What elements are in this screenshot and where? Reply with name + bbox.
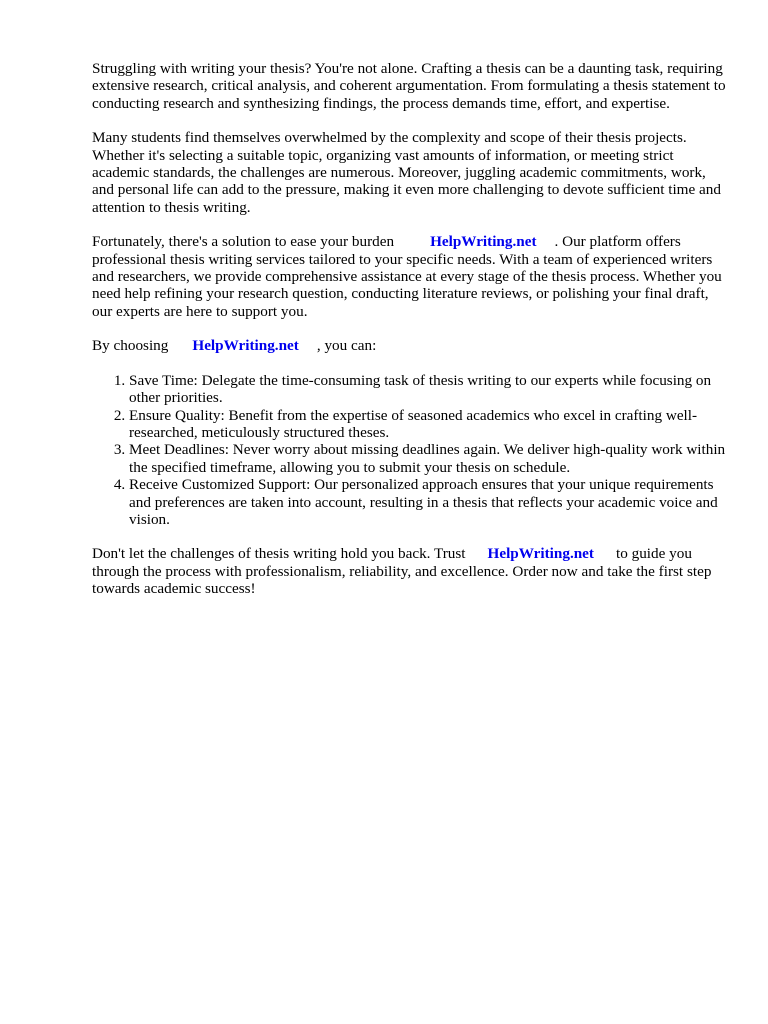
paragraph-choosing-lead: By choosing: [92, 337, 169, 355]
paragraph-closing: [92, 545, 726, 597]
paragraph-challenges: Many students find themselves overwhelmed by the complexity and scope of their thesis projects. Whether it's selecting a suitable topic, organizing vast amounts of information, or meeting strict academic standards, the challenges are numerous. Moreover, juggling academic commitments, work, and personal life can add to the pressure, making it even more challenging to devote sufficient time and attention to thesis writing.: [92, 129, 721, 216]
paragraph-closing-lead: Don't let the challenges of thesis writing hold you back. Trust: [92, 545, 466, 563]
helpwriting-link-1[interactable]: HelpWriting.net: [430, 233, 537, 251]
list-item: 3. Meet Deadlines: Never worry about missing deadlines again. We deliver high-quality work within the specified timeframe, allowing you to submit your thesis on schedule.: [129, 441, 726, 476]
list-item: 1. Save Time: Delegate the time-consuming task of thesis writing to our experts while focusing on other priorities.: [129, 372, 726, 407]
benefits-list: [92, 372, 726, 529]
document-body: [92, 60, 726, 615]
paragraph-choosing-rest: , you can:: [316, 337, 377, 355]
list-item: 4. Receive Customized Support: Our personalized approach ensures that your unique requirements and preferences are taken into account, resulting in a thesis that reflects your academic voice and vision.: [129, 476, 726, 528]
list-item: 2. Ensure Quality: Benefit from the expertise of seasoned academics who excel in crafting well-researched, meticulously structured theses.: [129, 407, 726, 442]
paragraph-solution-lead: Fortunately, there's a solution to ease your burden: [92, 233, 395, 251]
paragraph-closing-rest: to guide you through the process with professionalism, reliability, and excellence. Order now and take the first step towards academic success!: [92, 545, 712, 598]
helpwriting-link-3[interactable]: HelpWriting.net: [487, 545, 594, 563]
paragraph-choosing: [92, 337, 726, 354]
paragraph-intro: Struggling with writing your thesis? You're not alone. Crafting a thesis can be a daunting task, requiring extensive research, critical analysis, and coherent argumentation. From formulating a thesis statement to conducting research and synthesizing findings, the process demands time, effort, and expertise.: [92, 60, 726, 112]
paragraph-solution: [92, 233, 726, 320]
paragraph-solution-rest: . Our platform offers professional thesis writing services tailored to your specific needs. With a team of experienced writers and researchers, we provide comprehensive assistance at every stage of the thesis process. Whether you need help refining your research question, conducting literature reviews, or polishing your final draft, our experts are here to support you.: [92, 233, 722, 320]
helpwriting-link-2[interactable]: HelpWriting.net: [192, 337, 299, 355]
